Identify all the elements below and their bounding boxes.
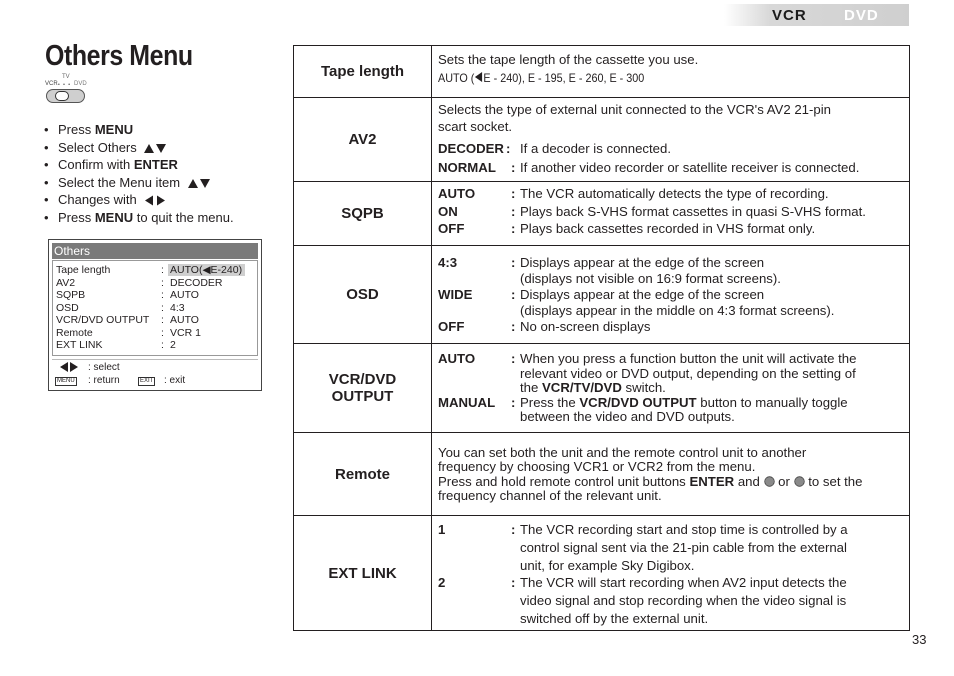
row-description: 1 : The VCR recording start and stop time is controlled by a control signal sent via the 21-pin cable from the external unit, for example Sky Digibox. 2 : The VCR will start recording when AV2 input detects the video signal and stop recording when the video signal is switched off by the external unit.: [432, 516, 910, 631]
osd-return-hint: : return: [88, 375, 120, 386]
osd-row: OSD : 4:3: [56, 301, 185, 314]
row-label-line: OUTPUT: [331, 388, 394, 405]
row-label: [294, 344, 432, 433]
page-number: 33: [912, 632, 927, 647]
step-item: • Changes with: [44, 191, 234, 209]
step-item: • Select Others: [44, 139, 234, 157]
row-description: Sets the tape length of the cassette you use. AUTO ( E - 240), E - 195, E - 260, E - 300: [432, 46, 910, 98]
row-label-line: VCR/DVD: [328, 371, 397, 388]
switch-tv-label: TV: [62, 74, 70, 80]
step-item: • Press MENU: [44, 121, 234, 139]
row-description: 4:3 : Displays appear at the edge of the screen (displays not visible on 16:9 format screens). WIDE : Displays appear at the edge of the screen (displays appear in the middle on 4:3 format screens). OFF : No on-screen displays: [432, 246, 910, 344]
osd-row: Tape length : AUTO(◀E-240): [56, 264, 256, 276]
row-description: You can set both the unit and the remote control unit to another frequency by choosing VCR1 or VCR2 from the menu. Press and hold remote control unit buttons ENTER and or to set the frequency channel of the relevant unit.: [432, 433, 910, 516]
step-item: • Press MENU to quit the menu.: [44, 209, 234, 227]
button-2-icon: [794, 476, 805, 487]
dvd-tab-label: DVD: [844, 7, 879, 24]
steps-list: [44, 121, 234, 226]
osd-row: AV2 : DECODER: [56, 276, 223, 289]
row-label: OSD: [294, 246, 432, 344]
osd-row: EXT LINK : 2: [56, 339, 176, 351]
vcr-tab-label: VCR: [772, 7, 807, 24]
table-row: [294, 182, 910, 246]
button-1-icon: [764, 476, 775, 487]
osd-exit-hint: : exit: [164, 375, 186, 386]
osd-row: VCR/DVD OUTPUT : AUTO: [56, 314, 199, 326]
switch-dvd-label: DVD: [74, 81, 87, 87]
row-description: AUTO : The VCR automatically detects the type of recording. ON : Plays back S-VHS format cassettes in quasi S-VHS format. OFF : Plays back cassettes recorded in VHS format only.: [432, 182, 910, 246]
osd-select-hint: : select: [88, 362, 120, 373]
switch-vcr-label: VCR: [45, 81, 58, 87]
page-title: Others Menu: [45, 40, 193, 72]
row-description: Selects the type of external unit connected to the VCR's AV2 21-pin scart socket. DECODER : If a decoder is connected. NORMAL : If another video recorder or satellite receiver is connected.: [432, 98, 910, 182]
row-label: Tape length: [294, 46, 432, 98]
osd-title: Others: [52, 243, 258, 259]
table-row: [294, 344, 910, 433]
row-label: SQPB: [294, 182, 432, 246]
navigate-arrows-icon: [60, 362, 78, 372]
osd-help-bar: [52, 359, 258, 389]
switch-knob: [55, 91, 69, 101]
section-tab: [724, 4, 909, 26]
row-label: AV2: [294, 98, 432, 182]
row-label: Remote: [294, 433, 432, 516]
menu-button-icon: MENU: [57, 378, 75, 384]
row-label: EXT LINK: [294, 516, 432, 631]
osd-screen: [48, 239, 262, 391]
exit-button-icon: EXIT: [140, 378, 154, 384]
table-row: [294, 46, 910, 98]
table-row: [294, 246, 910, 344]
table-row: [294, 98, 910, 182]
row-description: AUTO : When you press a function button the unit will activate the relevant video or DVD output, depending on the setting of the VCR/TV/DVD switch. MANUAL : Press the VCR/DVD OUTPUT button to manually toggle between the video and DVD outputs.: [432, 344, 910, 433]
settings-table: [293, 45, 910, 631]
step-item: • Select the Menu item: [44, 174, 234, 192]
switch-dots: • • •: [58, 82, 72, 88]
up-down-arrows-icon: [144, 143, 166, 154]
table-row: [294, 433, 910, 516]
osd-row: Remote : VCR 1: [56, 326, 201, 339]
table-row: [294, 516, 910, 631]
osd-row: SQPB : AUTO: [56, 289, 199, 301]
left-right-arrows-icon: [144, 195, 166, 206]
step-item: • Confirm with ENTER: [44, 156, 234, 174]
osd-menu-list: [52, 260, 258, 356]
up-down-arrows-icon: [188, 178, 210, 189]
